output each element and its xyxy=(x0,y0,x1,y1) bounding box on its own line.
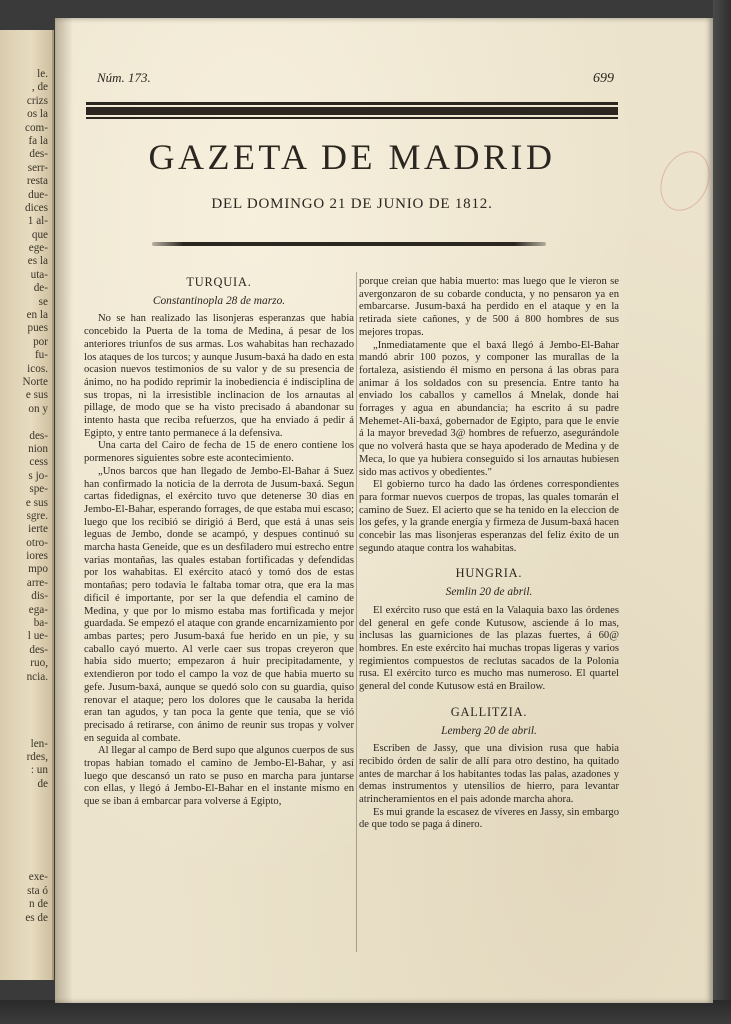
previous-page-fragment xyxy=(0,952,48,965)
previous-page-fragment: nion xyxy=(28,442,48,455)
previous-page-fragment: ierte xyxy=(28,523,48,536)
section-title-turquia: TURQUIA. xyxy=(186,275,252,289)
section-title-gallitzia: GALLITZIA. xyxy=(450,704,528,719)
previous-page-fragment: uta- xyxy=(30,268,48,281)
left-column xyxy=(84,276,354,809)
previous-page-fragment: ba- xyxy=(33,617,48,630)
masthead-title: GAZETA DE MADRID xyxy=(148,137,556,177)
previous-page-fragment: Norte xyxy=(22,375,48,388)
header-rule-thin-bottom xyxy=(86,117,618,119)
article-paragraph: porque creian que habia muerto: mas luego que le vieron se avergonzaron de su cobarde conducta, y no pensaron ya en embarcarse. Jusum-baxá ha perdido en el ataque y en la retirada siete cañones, y de 500 á 800 hombres de sus mejores tropas. xyxy=(359,276,619,338)
previous-page-fragment: l ue- xyxy=(27,630,48,643)
previous-page-fragment: ncia. xyxy=(26,670,48,683)
article-paragraph: No se han realizado las lisonjeras esperanzas que habia concebido la Puerta de la toma de Medina, á pesar de los anteriores triunfos de sus armas. Los wahabitas han rechazado los ataques de los turcos; y aunque Jusum-baxá ha dado en esta ocasion nuevos testimonios de su valor y de su presencia de ánimo, no ha podido reprimir la inobediencia é indisciplina de sus tropas, ni la irresistible inclinacion de los arnautas al pillage, de modo que se ha visto precisado á abandonar su intento hasta que reciba refuerzos, que ha enviado á pedir á Egipto, y entre tanto permanece á la defensiva. xyxy=(84,313,354,439)
previous-page-fragment: es de xyxy=(25,911,48,924)
article-paragraph: „Unos barcos que han llegado de Jembo-El-Bahar á Suez han confirmado la noticia de la derrota de Jusum-baxá. Segun cartas fidedignas, el exército tuvo que detenerse 30 dias en Jembo-El-Bahar, esperando forrages, de que estaba mui escaso; luego que los recibió se dirigió á Berd, que está á unas seis leguas de Jembo, donde se acampó, y despues continuó su marcha hasta Geneide, que es un desfiladero mui estrecho entre varias montañas, las quales estaban fortificadas y defendidas por los wahabitas. El exército atacó y tomó dos de estas montañas; pero todavia le faltaba tomar otra, que era la mas dificil é importante, por ser la que defendia el camino de Medina, y que por lo mismo estaba mas fortificada y mejor guardada. Se empezó el ataque con grande encarnizamiento por ambas partes; pero Jusum-baxá fue herido en un pie, y su caballo cayó muerto. Al verle caer sus tropas creyeron que habia sido muerto; empezaron á huir precipitadamente, y extendieron por todo el campo la voz de que habia muerto su gefe. Jusum-baxá, aunque se quedó solo con su guardia, quiso renovar el ataque; pero los dolores que le causaba la herida eran tan agudos, y tan poca la gente que tenia, que se vió precisado á retirarse, con ánimo de reunir sus tropas y volver en seguida al combate. xyxy=(84,465,354,744)
previous-page-fragment xyxy=(0,925,48,938)
previous-page-fragment: dices xyxy=(25,201,48,214)
previous-page-fragment: e sus xyxy=(25,496,48,509)
previous-page-fragment: otro- xyxy=(26,536,48,549)
previous-page-fragment: cess xyxy=(29,456,48,469)
previous-page-fragment: dis- xyxy=(31,590,48,603)
previous-page-fragment: en la xyxy=(26,309,48,322)
right-column xyxy=(359,276,619,832)
dateline-lemberg: Lemberg 20 de abril. xyxy=(441,724,537,737)
previous-page-fragment: icos. xyxy=(27,362,48,375)
previous-page-text-fragments xyxy=(0,68,48,980)
previous-page-fragment xyxy=(0,965,48,978)
previous-page-fragment: os la xyxy=(27,108,48,121)
dateline-constantinopla: Constantinopla 28 de marzo. xyxy=(152,294,286,307)
previous-page-fragment: iores xyxy=(26,550,48,563)
previous-page-fragment: due- xyxy=(28,188,48,201)
previous-page-fragment: le. xyxy=(37,68,48,80)
previous-page-fragment xyxy=(0,791,48,804)
previous-page-fragment: n de xyxy=(29,898,48,911)
article-paragraph: Al llegar al campo de Berd supo que algunos cuerpos de sus tropas habian tomado el camino de Jembo-El-Bahar, y así luego que descansó un rato se puso en marcha para juntarse con ellas, y llegó á Jembo-El-Bahar en el instante mismo en que se iban á embarcar para volverse á Egipto, xyxy=(84,745,354,808)
previous-page-fragment: crizs xyxy=(26,94,48,107)
previous-page-fragment xyxy=(0,858,48,871)
previous-page-fragment xyxy=(0,416,48,429)
previous-page-fragment: es la xyxy=(27,255,48,268)
previous-page-fragment: por xyxy=(33,335,48,348)
previous-page-fragment: arre- xyxy=(26,576,48,589)
article-paragraph: El gobierno turco ha dado las órdenes correspondientes para formar nuevos cuerpos de tropas, las quales tomarán el camino de Suez. El acierto que se ha tenido en la eleccion de los gefes, y la grande energía y firmeza de Jusum-baxá hacen concebir las mas lisonjeras esperanzas del feliz éxito de un segundo ataque contra los wahabitas. xyxy=(359,479,619,554)
issue-date: DEL DOMINGO 21 DE JUNIO DE 1812. xyxy=(211,196,493,212)
previous-page-fragment xyxy=(0,804,48,817)
previous-page-fragment: que xyxy=(31,228,48,241)
previous-page-fragment: fa la xyxy=(28,134,48,147)
header-rule-thick xyxy=(86,107,618,115)
page-gutter-shadow xyxy=(55,18,73,1003)
previous-page-fragment: spe- xyxy=(29,483,48,496)
previous-page-fragment: se xyxy=(38,295,48,308)
previous-page-fragment xyxy=(0,845,48,858)
previous-page-fragment: sgre. xyxy=(26,509,48,522)
dateline-semlin: Semlin 20 de abril. xyxy=(445,586,533,599)
previous-page-fragment: de xyxy=(37,777,48,790)
previous-page-fragment xyxy=(0,938,48,951)
previous-page-fragment xyxy=(0,979,48,980)
section-title-hungria: HUNGRIA. xyxy=(455,566,523,581)
previous-page-edge xyxy=(0,30,54,980)
previous-page-fragment: exe- xyxy=(28,871,48,884)
previous-page-fragment: 1 al- xyxy=(27,215,48,228)
previous-page-fragment: com- xyxy=(25,121,48,134)
header-rule-thin xyxy=(86,102,618,105)
previous-page-fragment: fu- xyxy=(34,349,48,362)
previous-page-fragment xyxy=(0,697,48,710)
previous-page-fragment: , de xyxy=(31,81,48,94)
background-edge-right xyxy=(713,0,731,1024)
article-paragraph: Es mui grande la escasez de víveres en Jassy, sin embargo de que todo se paga á dinero. xyxy=(359,806,619,831)
previous-page-fragment xyxy=(0,831,48,844)
previous-page-fragment: : un xyxy=(30,764,48,777)
previous-page-fragment: on y xyxy=(28,402,48,415)
previous-page-fragment: des- xyxy=(29,429,48,442)
previous-page-fragment: pues xyxy=(27,322,48,335)
previous-page-fragment: sta ó xyxy=(27,884,48,897)
previous-page-fragment: e sus xyxy=(25,389,48,402)
previous-page-fragment xyxy=(0,724,48,737)
previous-page-fragment: serr- xyxy=(27,161,48,174)
previous-page-fragment: resta xyxy=(26,175,48,188)
previous-page-fragment: ruo, xyxy=(30,657,48,670)
article-paragraph: Escriben de Jassy, que una division rusa que habia recibido órden de salir de allí para otro destino, ha quitado antes de marchar á los habitantes todas las palas, azadones y demas instrumentos y utensilios de hierro, para levantar atrincheramientos en el pais adonde marcha ahora. xyxy=(359,743,619,806)
masthead-divider xyxy=(152,242,546,246)
previous-page-fragment xyxy=(0,818,48,831)
previous-page-fragment: de- xyxy=(33,282,48,295)
previous-page-fragment xyxy=(0,684,48,697)
previous-page-fragment: len- xyxy=(30,737,48,750)
previous-page-fragment: s jo- xyxy=(28,469,48,482)
article-paragraph: Una carta del Cairo de fecha de 15 de enero contiene los pormenores siguientes sobre este acontecimiento. xyxy=(84,440,354,465)
previous-page-fragment: des- xyxy=(29,643,48,656)
article-paragraph: El exército ruso que está en la Valaquia baxo las órdenes del general en gefe conde Kutusow, asciende á lo mas, inclusas las guarniciones de las plazas fuertes, á 60@ hombres. En este exército hai muchas tropas ligeras y varios regimientos compuestos de reclutas sacados de la Polonia rusa. El exército turco es mucho mas numeroso. El quartel general del conde Kutusow está en Brailow. xyxy=(359,604,619,693)
previous-page-fragment: ege- xyxy=(28,242,48,255)
previous-page-fragment: ega- xyxy=(28,603,48,616)
page-number: 699 xyxy=(593,71,614,86)
previous-page-fragment: des- xyxy=(29,148,48,161)
previous-page-fragment: rdes, xyxy=(26,750,48,763)
issue-number: Núm. 173. xyxy=(97,70,151,85)
background-edge-bottom xyxy=(0,1000,731,1024)
column-divider xyxy=(356,272,357,952)
previous-page-fragment: mpo xyxy=(28,563,48,576)
previous-page-fragment xyxy=(0,711,48,724)
article-paragraph: „Inmediatamente que el baxá llegó á Jembo-El-Bahar mandó abrir 100 pozos, y componer las murallas de la fortaleza, asistiendo él mismo en persona á las obras para animar á los soldados con su presencia. Entre tanto ha enviado los caballos y camellos á Mnelak, donde hai forrages y agua en abundancia; ha escrito á su padre Mehemet-Ali-baxá, gobernador de Egipto, para que le envie á la mayor brevedad 3@ hombres de refuerzo, asegurándole que no volverá hasta que se haya apoderado de Medina y de Meca, lo que ya hubiera conseguido si los arnautas hubiesen sido mas activos y obedientes." xyxy=(359,339,619,478)
